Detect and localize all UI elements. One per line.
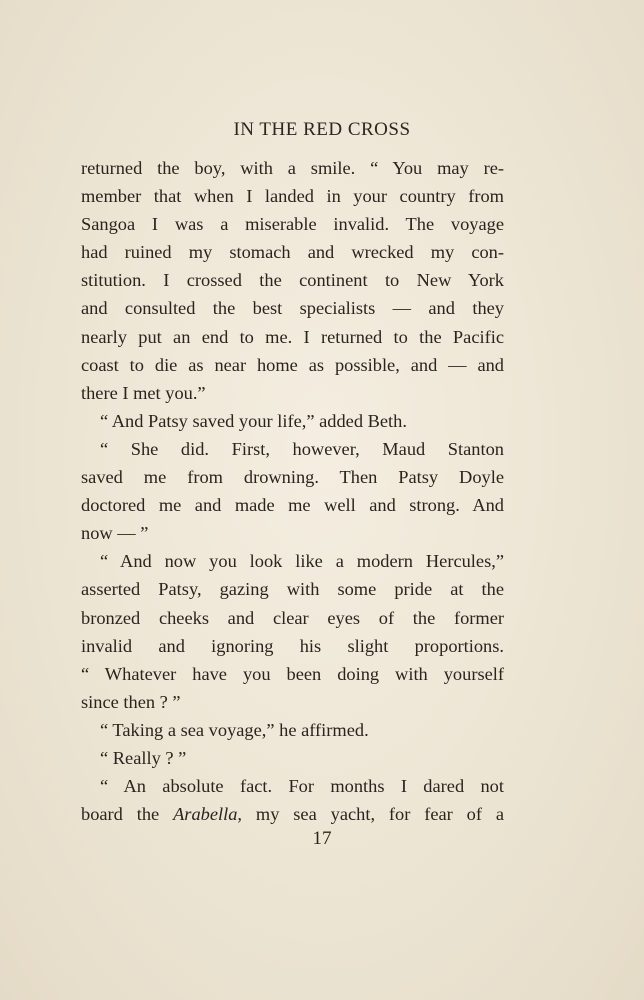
text-line: “ She did. First, however, Maud Stanton (100, 438, 504, 459)
paragraph (81, 547, 504, 716)
text-line: “ And Patsy saved your life,” added Beth. (100, 410, 407, 431)
italic-ship-name: Arabella, (173, 804, 243, 825)
text-line: “ Whatever have you been doing with yourself (81, 663, 504, 684)
running-head: IN THE RED CROSS (233, 119, 411, 140)
text-line: asserted Patsy, gazing with some pride at the (81, 579, 504, 600)
text-line: bronzed cheeks and clear eyes of the former (81, 607, 504, 628)
text-run: board the (81, 804, 174, 825)
text-line: nearly put an end to me. I returned to the Pacific (81, 326, 504, 347)
text-line: there I met you.” (81, 382, 206, 403)
text-line: now — ” (81, 523, 149, 544)
text-line: returned the boy, with a smile. “ You may re- (81, 158, 504, 178)
text-line: “ Taking a sea voyage,” he affirmed. (100, 719, 369, 740)
text-line: “ An absolute fact. For months I dared not (100, 776, 504, 797)
paragraph (81, 435, 504, 547)
text-line: saved me from drowning. Then Patsy Doyle (81, 467, 504, 488)
text-line: Sangoa I was a miserable invalid. The voyage (81, 214, 504, 235)
text-line: doctored me and made me well and strong. And (81, 495, 504, 516)
text-line: “ Really ? ” (100, 747, 187, 768)
paragraph (81, 772, 504, 828)
text-line (81, 800, 504, 828)
text-line: had ruined my stomach and wrecked my con- (81, 242, 504, 263)
text-line: invalid and ignoring his slight proportions. (81, 635, 504, 656)
text-line: member that when I landed in your country from (81, 186, 504, 207)
text-line: coast to die as near home as possible, and — and (81, 354, 504, 375)
paragraph (81, 716, 504, 744)
page-number: 17 (312, 828, 332, 849)
text-run: my sea yacht, for fear of a (242, 804, 504, 825)
paragraph (81, 407, 504, 435)
text-line: stitution. I crossed the continent to New York (81, 270, 504, 291)
body-text (81, 154, 504, 828)
text-line: “ And now you look like a modern Hercules,” (100, 551, 504, 572)
paragraph (81, 744, 504, 772)
text-line: and consulted the best specialists — and they (81, 298, 504, 319)
text-line: since then ? ” (81, 691, 181, 712)
paragraph (81, 154, 504, 407)
